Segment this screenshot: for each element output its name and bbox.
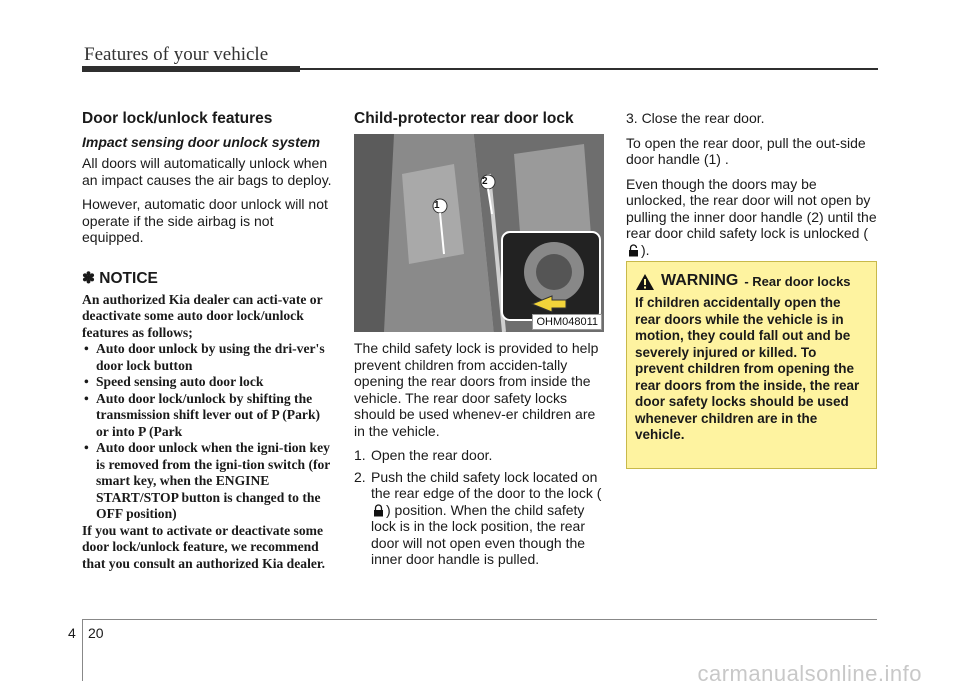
car-door-illustration [354,134,604,332]
section-heading-child-lock: Child-protector rear door lock [354,110,574,127]
notice-list [82,341,334,523]
callout-2: 2 [482,176,488,187]
subheading-impact-sensing: Impact sensing door unlock system [82,134,321,150]
header-rule-thick [82,66,300,72]
warning-triangle-icon [635,273,655,291]
notice-item: • Auto door unlock when the igni-tion key is removed from the igni-tion switch (for smart key, when the ENGINE START/STOP button is changed to the OFF position) [82,440,334,523]
notice-outro: If you want to activate or deactivate some door lock/unlock feature, we recommend that you consult an authorized Kia dealer. [82,522,326,571]
child-lock-steps [354,447,606,568]
step-close-door: 3. Close the rear door. [626,110,765,126]
paragraph-unlock-info [626,176,878,259]
page-number: 20 [88,625,104,641]
paragraph-side-airbag: However, automatic door unlock will not operate if the side airbag is not equipped. [82,196,328,245]
step-number: 1. [354,447,366,463]
warning-title [635,272,868,291]
paragraph-outside-handle: To open the rear door, pull the out-side door handle (1) . [626,134,866,167]
unlock-text-end: ). [641,241,650,258]
step-text: Push the child safety lock located on the rear edge of the door to the lock ( [371,468,602,501]
column-open-door [626,110,878,266]
step-item [354,469,606,568]
watermark: carmanualsonline.info [697,661,922,686]
notice-item: • Speed sensing auto door lock [82,374,334,391]
step-text-cont: ) position. When the child safety lock is in the lock position, the rear door will not open even though the inner door handle is pulled. [371,501,586,567]
child-lock-figure [354,134,604,332]
paragraph-auto-unlock: All doors will automatically unlock when an impact causes the air bags to deploy. [82,155,332,188]
warning-body: If children accidentally open the rear doors while the vehicle is in motion, they could fall out and be severely injured or killed. To prevent children from opening the rear doors from the inside, the rear door safety locks should be used whenever children are in the vehicle. [635,295,860,442]
step-text: Open the rear door. [371,447,493,463]
footer-rule [82,619,877,620]
warning-box [626,261,877,469]
lock-closed-icon [373,504,384,517]
chapter-number: 4 [68,625,76,641]
footer-divider [82,619,83,681]
warning-label: WARNING [661,272,739,289]
notice-intro: An authorized Kia dealer can acti-vate or deactivate some auto door lock/unlock features as follows; [82,291,323,340]
page-header-title: Features of your vehicle [84,44,269,65]
notice-heading: ✽ NOTICE [82,269,158,287]
column-child-lock [354,110,606,573]
figure-code: OHM048011 [532,314,602,330]
header-rule-thin [300,68,878,70]
warning-subtitle: - Rear door locks [744,274,851,289]
paragraph-child-lock-purpose: The child safety lock is provided to help prevent children from acciden-tally opening the rear doors from inside the vehicle. The rear door safety locks should be used whenev-er children are in the vehicle. [354,340,599,439]
callout-1: 1 [434,200,440,211]
section-heading-door-lock: Door lock/unlock features [82,110,273,127]
notice-item: • Auto door unlock by using the dri-ver's door lock button [82,341,334,374]
step-number: 2. [354,468,366,485]
step-item [354,447,606,464]
column-door-lock [82,110,334,572]
notice-item: • Auto door lock/unlock by shifting the transmission shift lever out of P (Park) or into P (Park [82,391,334,441]
unlock-text: Even though the doors may be unlocked, the rear door will not open by pulling the inner door handle (2) until the rear door child safety lock is unlocked ( [626,175,877,241]
lock-open-icon [628,244,639,257]
